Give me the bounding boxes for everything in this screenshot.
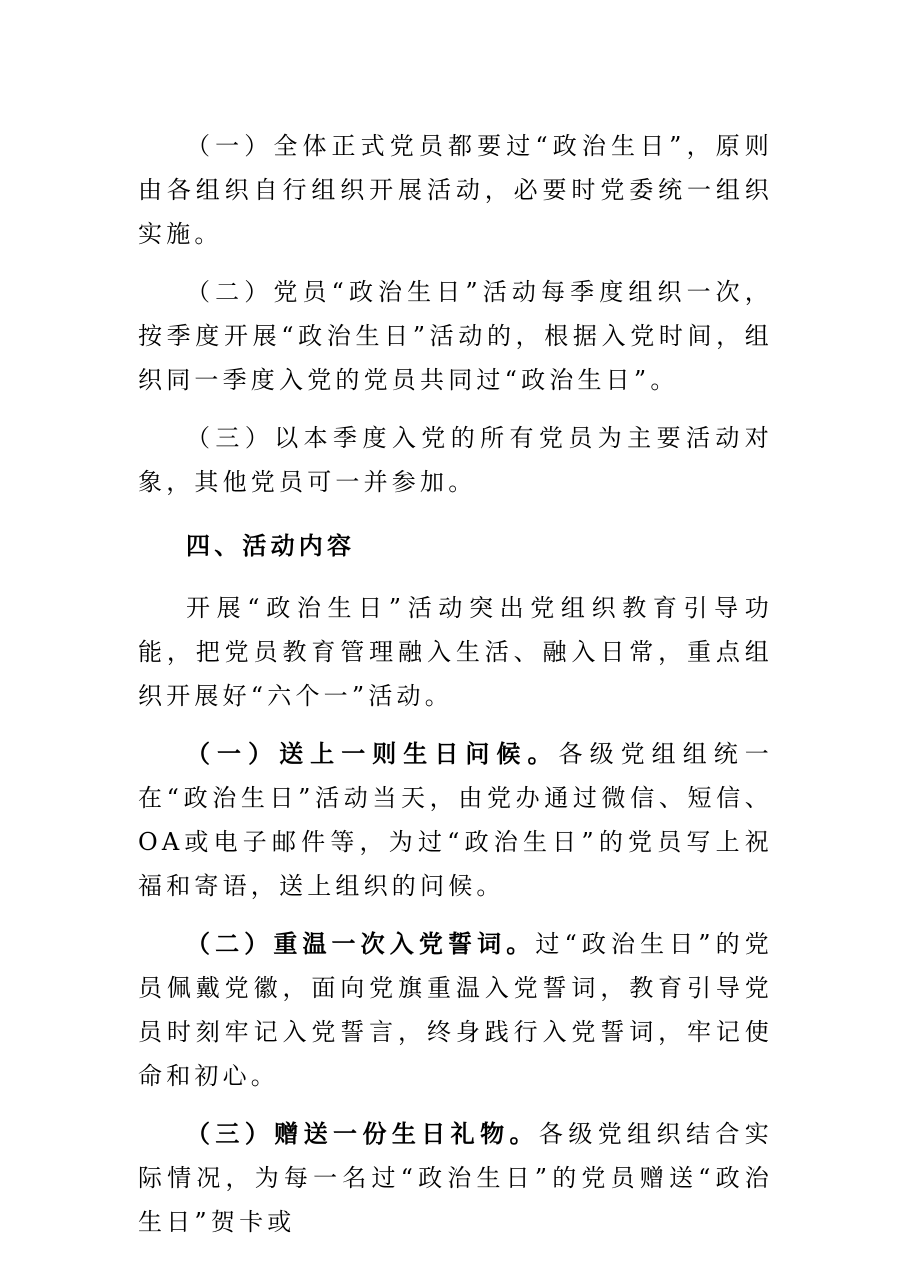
section-heading: 四、活动内容	[186, 532, 356, 560]
activity-item-3-text: 各级党组织结合实际情况，为每一名过“政治生日”的党员赠送“政治生日”贺卡或	[138, 1120, 773, 1236]
paragraph-1: （一）全体正式党员都要过“政治生日”，原则由各组织自行组织开展活动，必要时党委统一组织实施。	[138, 132, 773, 248]
activity-item-1	[138, 732, 773, 908]
activity-item-1-lead: （一）送上一则生日问候。	[186, 740, 559, 768]
activity-item-3-lead: （三）赠送一份生日礼物。	[186, 1120, 539, 1148]
activity-item-2-text: 过“政治生日”的党员佩戴党徽，面向党旗重温入党誓词，教育引导党员时刻牢记入党誓言，终身践行入党誓词，牢记使命和初心。	[138, 930, 773, 1090]
section-intro: 开展“政治生日”活动突出党组织教育引导功能，把党员教育管理融入生活、融入日常，重点组织开展好“六个一”活动。	[138, 594, 773, 710]
activity-item-1-text: 各级党组组统一在“政治生日”活动当天，由党办通过微信、短信、OA或电子邮件等，为过“政治生日”的党员写上祝福和寄语，送上组织的问候。	[138, 740, 773, 900]
activity-item-2	[138, 922, 773, 1098]
paragraph-2: （二）党员“政治生日”活动每季度组织一次，按季度开展“政治生日”活动的，根据入党时间，组织同一季度入党的党员共同过“政治生日”。	[138, 278, 773, 394]
paragraph-3: （三）以本季度入党的所有党员为主要活动对象，其他党员可一并参加。	[138, 424, 773, 496]
activity-item-3	[138, 1112, 773, 1244]
activity-item-2-lead: （二）重温一次入党誓词。	[186, 930, 536, 958]
document-page	[138, 124, 773, 1258]
